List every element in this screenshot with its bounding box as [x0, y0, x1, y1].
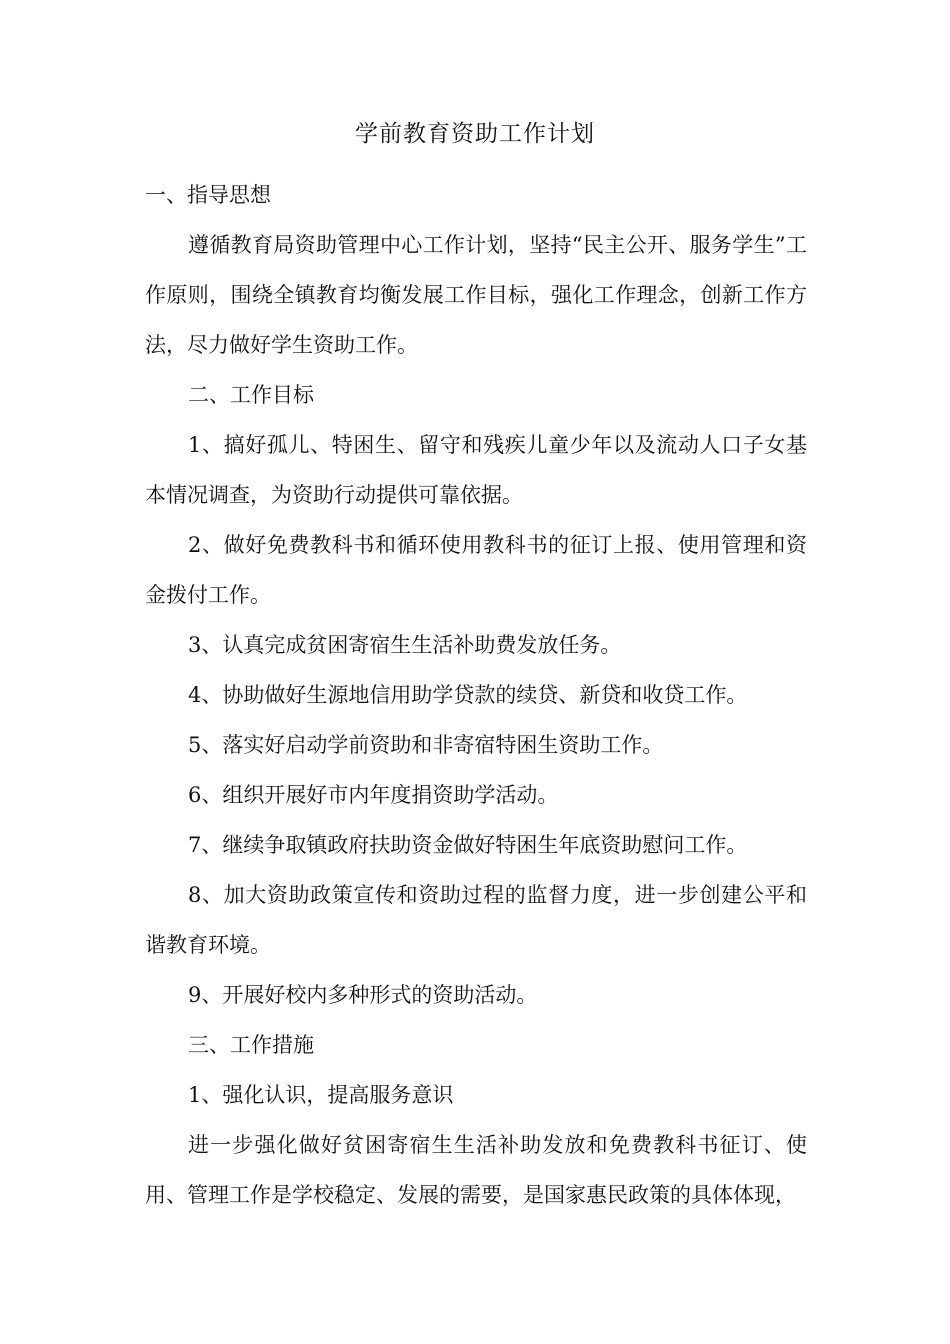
list-item: 7、继续争取镇政府扶助资金做好特困生年底资助慰问工作。	[188, 833, 748, 857]
list-item: 1、搞好孤儿、特困生、留守和残疾儿童少年以及流动人口子女基本情况调查，为资助行动提供可靠依据。	[145, 433, 807, 507]
section-heading-guiding-ideology: 一、指导思想	[145, 183, 271, 207]
document-title: 学前教育资助工作计划	[355, 121, 595, 147]
paragraph: 进一步强化做好贫困寄宿生生活补助发放和免费教科书征订、使用、管理工作是学校稳定、发展的需要，是国家惠民政策的具体体现，	[145, 1133, 807, 1207]
list-item: 2、做好免费教科书和循环使用教科书的征订上报、使用管理和资金拨付工作。	[145, 533, 807, 607]
document-body	[145, 170, 807, 1220]
list-item: 9、开展好校内多种形式的资助活动。	[188, 983, 538, 1007]
section-heading-work-goals: 二、工作目标	[188, 383, 314, 407]
list-item: 3、认真完成贫困寄宿生生活补助费发放任务。	[188, 633, 622, 657]
list-item: 6、组织开展好市内年度捐资助学活动。	[188, 783, 559, 807]
list-item: 5、落实好启动学前资助和非寄宿特困生资助工作。	[188, 733, 664, 757]
section-heading-work-measures: 三、工作措施	[188, 1033, 314, 1057]
paragraph: 遵循教育局资助管理中心工作计划，坚持“民主公开、服务学生”工作原则，围绕全镇教育均衡发展工作目标，强化工作理念，创新工作方法，尽力做好学生资助工作。	[145, 233, 807, 357]
list-item: 8、加大资助政策宣传和资助过程的监督力度，进一步创建公平和谐教育环境。	[145, 883, 807, 957]
list-item: 4、协助做好生源地信用助学贷款的续贷、新贷和收贷工作。	[188, 683, 748, 707]
subsection-heading: 1、强化认识，提高服务意识	[188, 1083, 454, 1107]
